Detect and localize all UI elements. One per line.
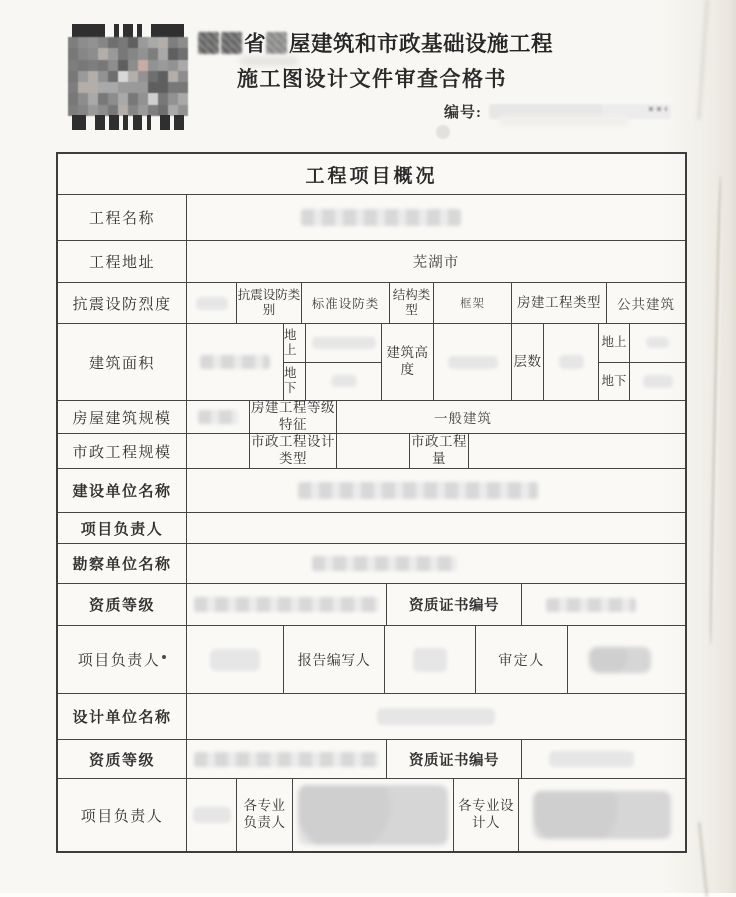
- building-height-label: 建筑高度: [386, 345, 429, 377]
- municipal-design-type-label: 市政工程设计类型: [251, 434, 335, 466]
- discipline-leader-label: 各专业负责人: [243, 798, 286, 830]
- scan-dot: [436, 125, 450, 139]
- project-address-value: 芜湖市: [412, 255, 460, 271]
- qr-top-pattern: [72, 24, 184, 38]
- discipline-designer-label: 各专业设计人: [458, 798, 514, 830]
- design-leader-label: 项目负责人: [80, 808, 164, 825]
- seismic-intensity-redacted: [196, 297, 228, 310]
- row-qualification-2: [58, 739, 685, 778]
- survey-unit-label: 勘察单位名称: [72, 557, 172, 573]
- design-unit-label: 设计单位名称: [72, 710, 172, 726]
- building-height-redacted: [448, 356, 498, 369]
- project-address-label: 工程地址: [88, 255, 155, 271]
- qr-bottom-pattern: [72, 115, 184, 130]
- row-construction-unit: [58, 468, 685, 512]
- survey-leader-redacted: [210, 649, 260, 671]
- discipline-leader-redacted: [298, 785, 448, 845]
- above-ground-label-2: 地上: [601, 335, 627, 350]
- seismic-category-label: 抗震设防类别: [237, 288, 301, 317]
- row-design-unit: [58, 693, 685, 739]
- row-project-name: [58, 194, 685, 240]
- floors-redacted: [559, 355, 584, 369]
- building-grade-value: 一般建筑: [434, 411, 492, 426]
- municipal-quantity-label: 市政工程量: [411, 434, 467, 466]
- building-grade-label: 房建工程等级特征: [251, 401, 335, 432]
- row-project-leader-1: [58, 512, 685, 543]
- row-design-leaders: [58, 778, 685, 851]
- floors-sub: [598, 324, 685, 400]
- construction-unit-redacted: [298, 482, 538, 499]
- above-ground-2-redacted: [646, 337, 669, 348]
- approver-redacted: [589, 647, 651, 673]
- cert-number-1-label: 资质证书编号: [409, 598, 499, 614]
- below-ground-2-redacted: [643, 375, 673, 388]
- redacted-char: [221, 32, 242, 54]
- building-project-type-label: 房建工程类型: [517, 294, 601, 310]
- housing-scale-redacted: [198, 410, 238, 424]
- qualification-1-label: 资质等级: [88, 598, 155, 614]
- number-label: 编号:: [444, 104, 482, 121]
- title-rest: 屋建筑和市政基础设施工程: [289, 32, 554, 56]
- row-seismic: [58, 282, 685, 323]
- document-title-line1: [198, 27, 553, 58]
- floor-area-redacted: [200, 355, 270, 369]
- row-survey-unit: [58, 543, 685, 583]
- cert-number-2-label: 资质证书编号: [409, 752, 499, 769]
- number-smudge: [498, 115, 630, 126]
- project-name-label: 工程名称: [88, 211, 155, 227]
- row-survey-leaders: [58, 625, 685, 693]
- cert-number-2-redacted: [549, 751, 634, 767]
- structure-type-label: 结构类型: [392, 288, 431, 317]
- approver-label: 审定人: [498, 653, 545, 669]
- floors-label: 层数: [513, 353, 542, 369]
- design-unit-redacted: [377, 708, 495, 725]
- title-province-char: 省: [244, 32, 267, 56]
- above-ground-label: 地上: [284, 327, 297, 357]
- redacted-char: [198, 32, 219, 54]
- report-writer-label: 报告编写人: [297, 653, 371, 669]
- building-project-type-value: 公共建筑: [617, 297, 675, 312]
- project-leader-1-label: 项目负责人: [80, 521, 164, 538]
- document-title-line2: 施工图设计文件审查合格书: [237, 67, 507, 91]
- seismic-intensity-label: 抗震设防烈度: [72, 296, 172, 313]
- seismic-category-value: 标准设防类: [311, 297, 380, 311]
- row-project-address: [58, 240, 685, 282]
- structure-type-value: 框架: [460, 298, 485, 310]
- floor-area-sub: [283, 324, 381, 400]
- table-title: 工程项目概况: [305, 165, 438, 187]
- row-municipal-scale: [58, 433, 685, 468]
- project-name-redacted: [301, 209, 461, 226]
- housing-scale-label: 房屋建筑规模: [72, 410, 172, 427]
- paper-crease: [707, 175, 724, 645]
- qualification-2-label: 资质等级: [88, 752, 155, 769]
- survey-leader-label: 项目负责人: [78, 649, 167, 670]
- discipline-designer-redacted: [533, 791, 671, 839]
- above-ground-redacted: [312, 337, 376, 349]
- below-ground-label-2: 地下: [601, 373, 627, 388]
- table-title-row: [58, 154, 685, 194]
- construction-unit-label: 建设单位名称: [72, 484, 172, 500]
- below-ground-redacted: [331, 375, 357, 387]
- qualification-1-redacted: [194, 597, 379, 612]
- design-leader-redacted: [193, 807, 231, 823]
- row-floor-area: [58, 323, 685, 400]
- row-qualification-1: [58, 583, 685, 625]
- row-housing-scale: [58, 400, 685, 433]
- below-ground-label: 地下: [284, 366, 297, 396]
- municipal-scale-label: 市政工程规模: [72, 444, 172, 461]
- floor-area-label: 建筑面积: [88, 355, 155, 372]
- qr-redaction-mosaic: [68, 37, 188, 116]
- paper-crease-bottom: [696, 822, 710, 897]
- redacted-char: [266, 32, 287, 54]
- cert-number-1-redacted: [546, 598, 636, 612]
- qr-code-icon: [72, 24, 184, 130]
- project-overview-table: [56, 152, 687, 853]
- report-writer-redacted: [413, 648, 447, 672]
- paper-crease-top: [696, 0, 710, 120]
- qualification-2-redacted: [194, 752, 379, 767]
- survey-unit-redacted: [312, 556, 457, 571]
